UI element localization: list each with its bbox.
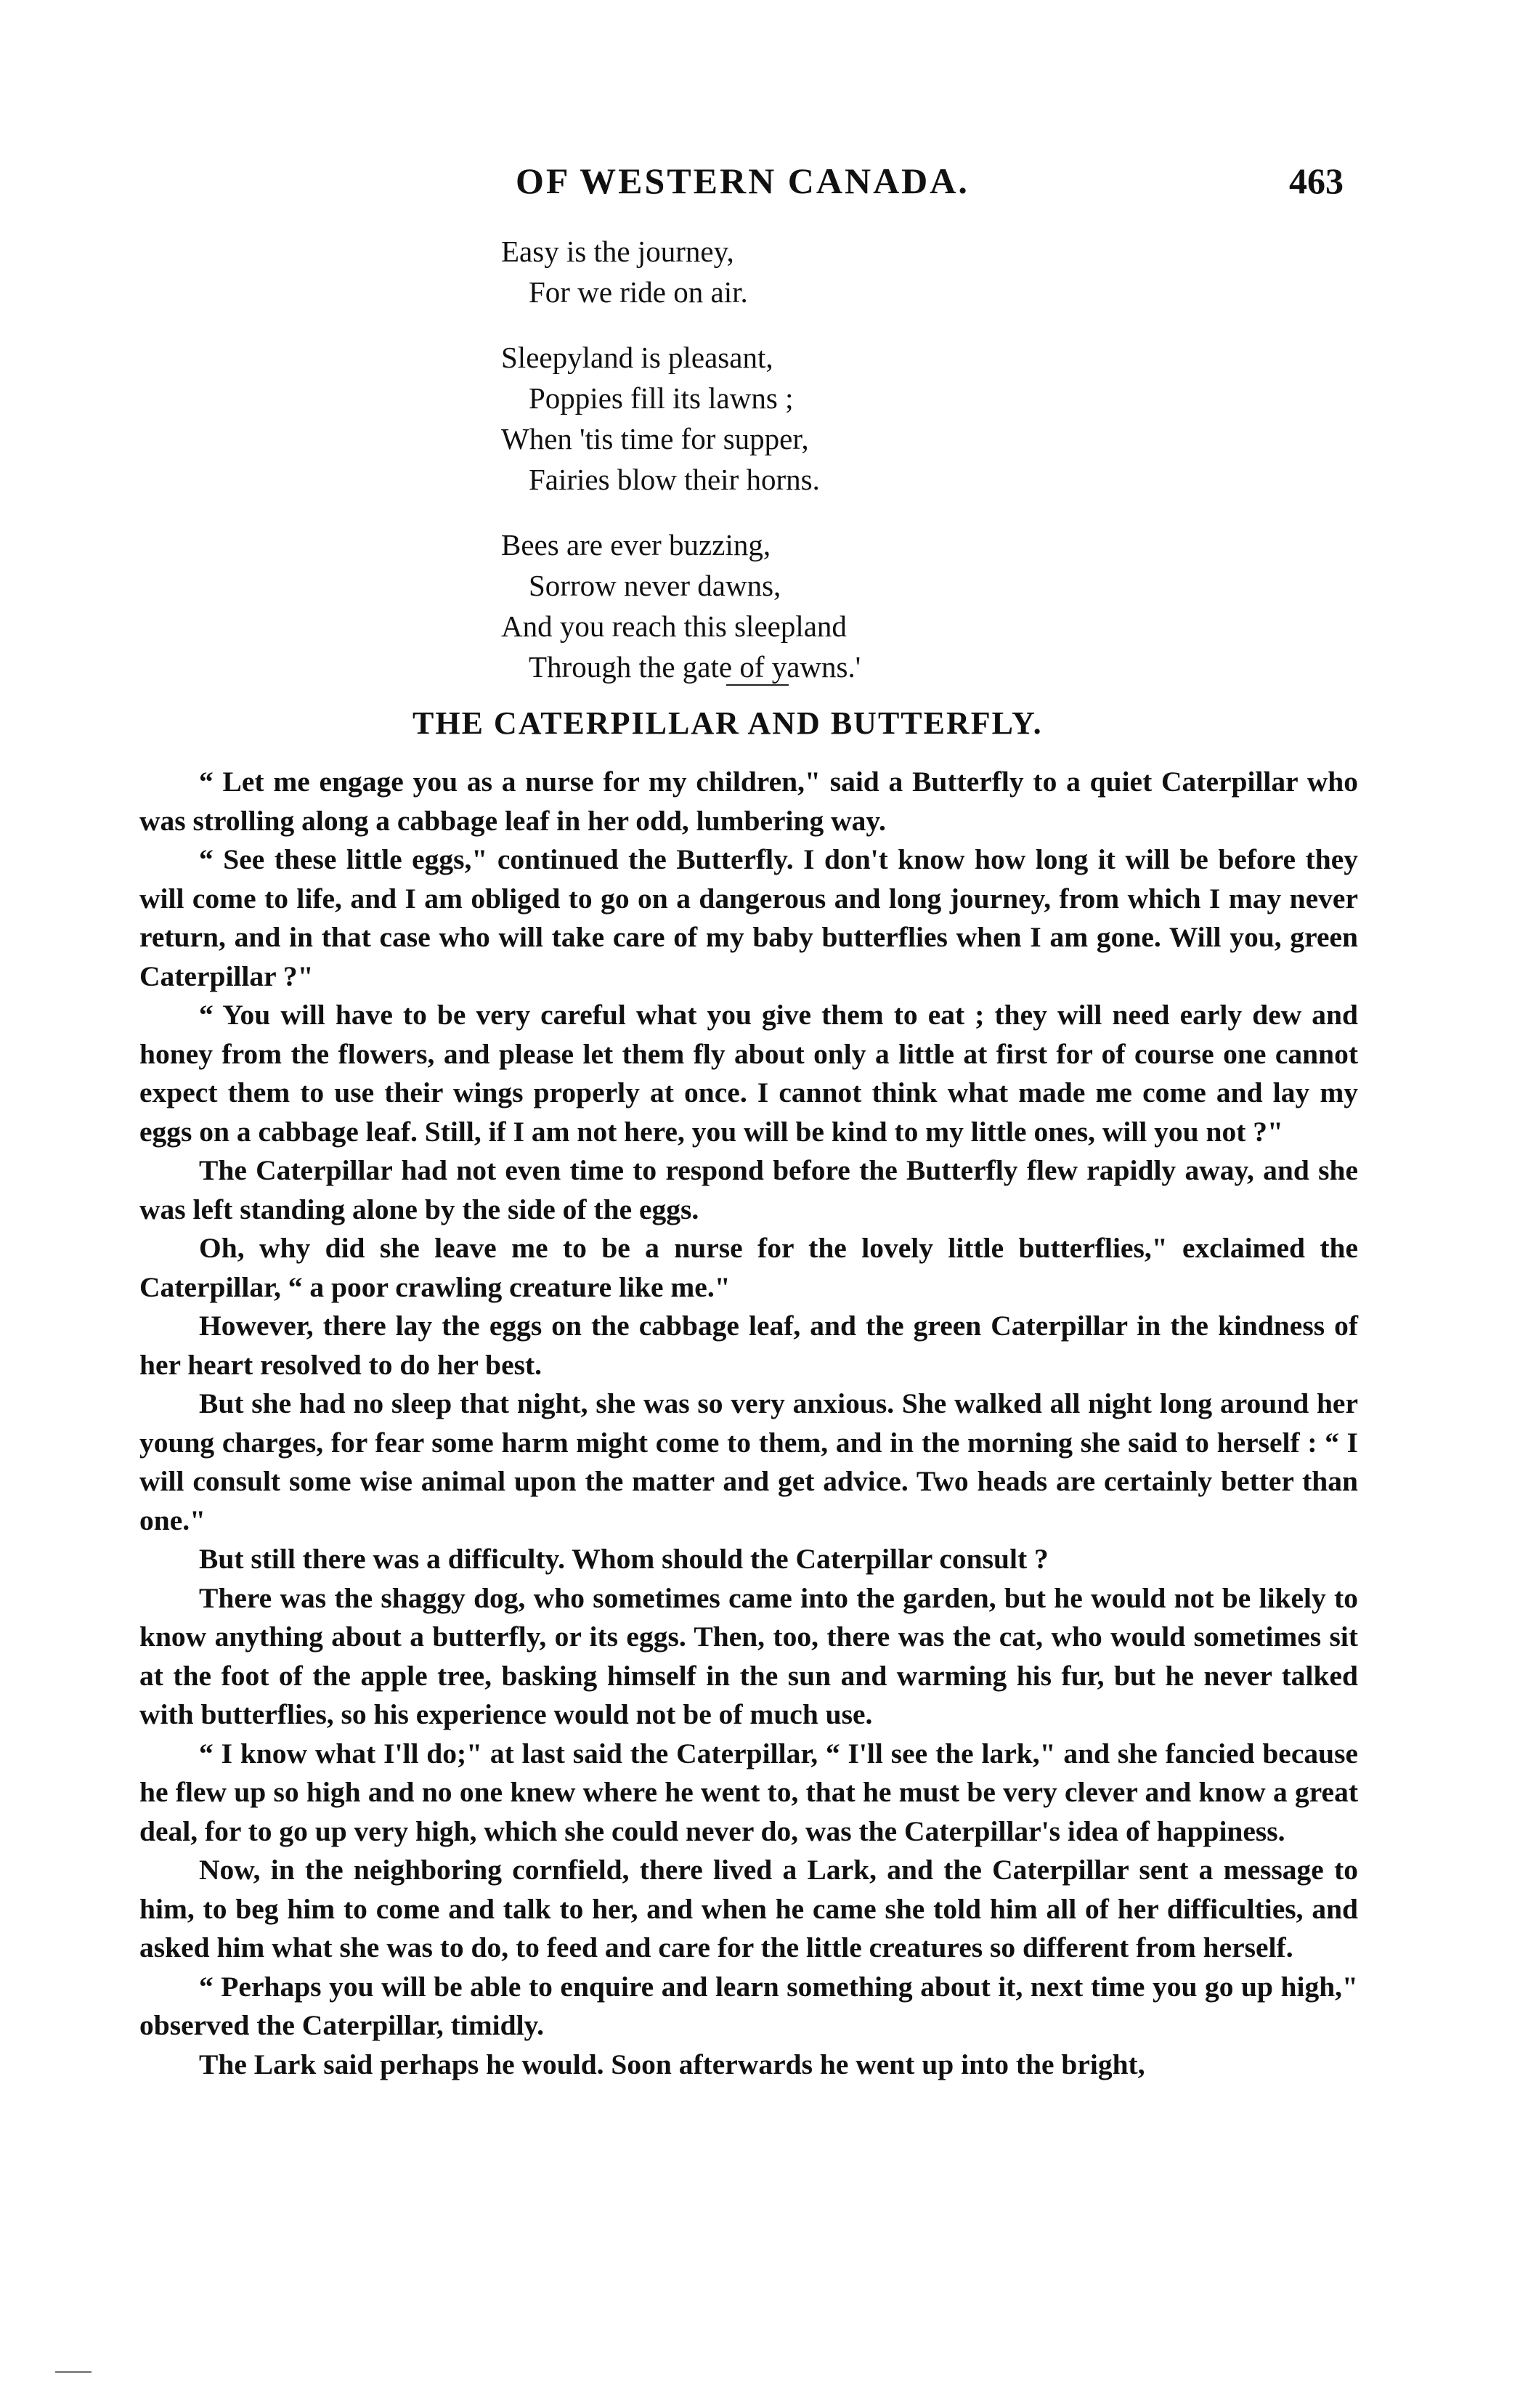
story-paragraph: The Lark said perhaps he would. Soon afterwards he went up into the bright, bbox=[199, 2048, 1145, 2080]
poem-line: Through the gate of yawns.' bbox=[529, 650, 861, 684]
poem-line: Sleepyland is pleasant, bbox=[501, 341, 773, 374]
story-paragraph: “ Let me engage you as a nurse for my children," said a Butterfly to a quiet Caterpillar who was strolling along a cabbage leaf in her odd, lumbering way. bbox=[139, 766, 1358, 837]
story-paragraph: But still there was a difficulty. Whom should the Caterpillar consult ? bbox=[199, 1543, 1049, 1575]
story-paragraph: “ You will have to be very careful what you give them to eat ; they will need early dew and honey from the flowers, and please let them fly about only a little at first for of course one cannot expect them to use their wings properly at once. I cannot think what made me come and lay my eggs on a cabbage leaf. Still, if I am not here, you will be kind to my little ones, will you not ?" bbox=[139, 999, 1358, 1148]
poem-line: And you reach this sleepland bbox=[501, 609, 847, 643]
story-paragraph: But she had no sleep that night, she was so very anxious. She walked all night long around her young charges, for fear some harm might come to them, and in the morning she said to herself : “ I will consult some wise animal upon the matter and get advice. Two heads are certainly better than one." bbox=[139, 1387, 1358, 1536]
running-head: OF WESTERN CANADA. bbox=[516, 161, 970, 201]
page-header bbox=[138, 160, 1344, 211]
poem-stanza bbox=[501, 337, 1053, 500]
story-paragraph: The Caterpillar had not even time to respond before the Butterfly flew rapidly away, and she was left standing alone by the side of the eggs. bbox=[139, 1154, 1358, 1225]
poem-line: Fairies blow their horns. bbox=[529, 463, 820, 496]
story-paragraph: “ Perhaps you will be able to enquire and learn something about it, next time you go up high," observed the Caterpillar, timidly. bbox=[139, 1970, 1358, 2041]
poem-line: When 'tis time for supper, bbox=[501, 422, 809, 455]
poem-line: For we ride on air. bbox=[529, 275, 748, 309]
story-body bbox=[139, 763, 1358, 2084]
poem-line: Easy is the journey, bbox=[501, 235, 734, 268]
poem bbox=[501, 231, 1053, 712]
story-title: THE CATERPILLAR AND BUTTERFLY. bbox=[412, 705, 1043, 741]
story-paragraph: There was the shaggy dog, who sometimes came into the garden, but he would not be likely to know anything about a butterfly, or its eggs. Then, too, there was the cat, who would sometimes sit at the foot of the apple tree, basking himself in the sun and warming his fur, but he never talked with butterflies, so his experience would not be of much use. bbox=[139, 1581, 1358, 1730]
scan-margin-mark bbox=[55, 2371, 92, 2373]
page-number: 463 bbox=[1289, 161, 1344, 201]
poem-line: Bees are ever buzzing, bbox=[501, 528, 771, 562]
poem-line: Poppies fill its lawns ; bbox=[529, 381, 794, 415]
story-paragraph: “ I know what I'll do;" at last said the Caterpillar, “ I'll see the lark," and she fancied because he flew up so high and no one knew where he went to, that he must be very clever and know a great deal, for to go up very high, which she could never do, was the Caterpillar's idea of happiness. bbox=[139, 1737, 1358, 1847]
story-paragraph: Now, in the neighboring cornfield, there lived a Lark, and the Caterpillar sent a message to him, to beg him to come and talk to her, and when he came she told him all of her difficulties, and asked him what she was to do, to feed and care for the little creatures so different from herself. bbox=[139, 1854, 1358, 1963]
poem-line: Sorrow never dawns, bbox=[529, 569, 781, 602]
poem-stanza bbox=[501, 231, 1053, 312]
poem-stanza bbox=[501, 524, 1053, 687]
story-paragraph: However, there lay the eggs on the cabbage leaf, and the green Caterpillar in the kindness of her heart resolved to do her best. bbox=[139, 1310, 1358, 1381]
story-paragraph: “ See these little eggs," continued the Butterfly. I don't know how long it will be before they will come to life, and I am obliged to go on a dangerous and long journey, from which I may never return, and in that case who will take care of my baby butterflies when I am gone. Will you, green Caterpillar ?" bbox=[139, 843, 1358, 992]
story-paragraph: Oh, why did she leave me to be a nurse for the lovely little butterflies," exclaimed the Caterpillar, “ a poor crawling creature like me." bbox=[139, 1232, 1358, 1303]
section-divider bbox=[726, 684, 789, 686]
